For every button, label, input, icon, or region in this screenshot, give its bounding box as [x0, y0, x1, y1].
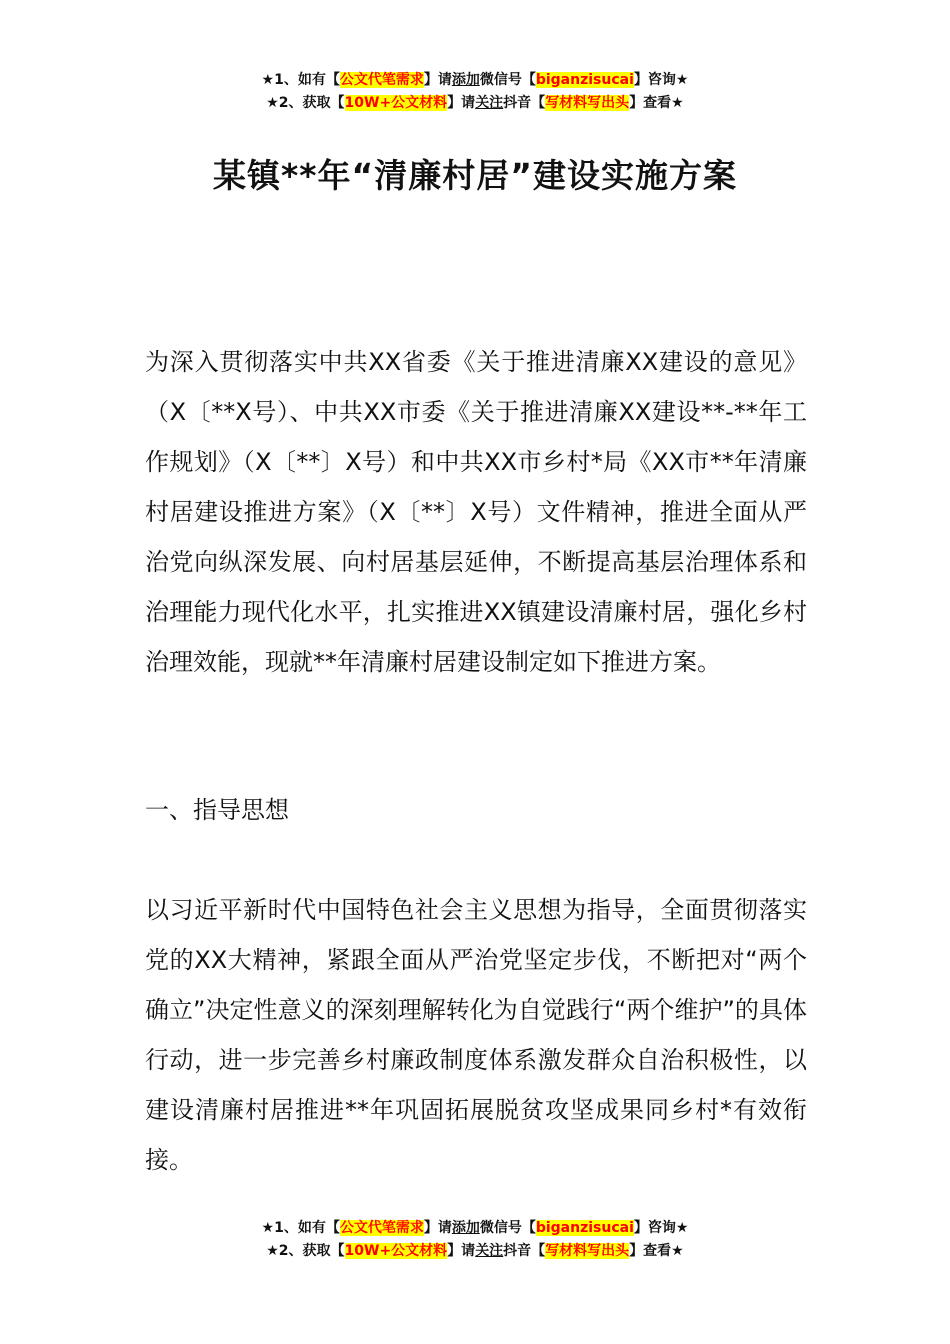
- banner-highlight: 写材料写出头: [545, 1243, 630, 1259]
- banner-text: 】请: [423, 72, 452, 88]
- banner-highlight: 10W+公文材料: [344, 95, 448, 111]
- banner-highlight: biganzisucai: [535, 1220, 634, 1236]
- intro-paragraph: 为深入贯彻落实中共XX省委《关于推进清廉XX建设的意见》（X〔**X号）、中共XX市委《关于推进清廉XX建设**-**年工作规划》（X〔**〕X号）和中共XX市乡村*局《XX市**年清廉村居建设推进方案》（X〔**〕X号）文件精神，推进全面从严治党向纵深发展、向村居基层延伸，不断提高基层治理体系和治理能力现代化水平，扎实推进XX镇建设清廉村居，强化乡村治理效能，现就**年清廉村居建设制定如下推进方案。: [145, 348, 807, 676]
- banner-text: 】查看★: [629, 1243, 684, 1259]
- banner-text: 】请: [447, 1243, 476, 1259]
- banner-text: 微信号【: [479, 72, 536, 88]
- banner-text: 】请: [423, 1220, 452, 1236]
- banner-text: 抖音【: [503, 1243, 546, 1259]
- banner-text: 微信号【: [479, 1220, 536, 1236]
- banner-highlight: 公文代笔需求: [339, 1220, 424, 1236]
- banner-text: 】查看★: [629, 95, 684, 111]
- document-title: 某镇**年“清廉村居”建设实施方案: [213, 156, 737, 195]
- banner-line-1: [0, 1217, 950, 1240]
- banner-line-2: [0, 92, 950, 115]
- banner-highlight: 10W+公文材料: [344, 1243, 448, 1259]
- banner-line-1: [0, 69, 950, 92]
- banner-text: 抖音【: [503, 95, 546, 111]
- section-paragraph: 以习近平新时代中国特色社会主义思想为指导，全面贯彻落实党的XX大精神，紧跟全面从严治党坚定步伐，不断把对“两个确立”决定性意义的深刻理解转化为自觉践行“两个维护”的具体行动，进一步完善乡村廉政制度体系激发群众自治积极性，以建设清廉村居推进**年巩固拓展脱贫攻坚成果同乡村*有效衔接。: [145, 896, 807, 1174]
- banner-line-2: [0, 1240, 950, 1263]
- banner-text: 】请: [447, 95, 476, 111]
- banner-text: ★2、获取【: [266, 95, 345, 111]
- banner-underline: 关注: [475, 1243, 504, 1259]
- banner-text: ★1、如有【: [261, 1220, 340, 1236]
- section-heading: 一、指导思想: [145, 796, 289, 824]
- header-banner: [0, 69, 950, 115]
- banner-highlight: 写材料写出头: [545, 95, 630, 111]
- banner-text: ★1、如有【: [261, 72, 340, 88]
- banner-highlight: biganzisucai: [535, 72, 634, 88]
- footer-banner: [0, 1217, 950, 1263]
- banner-highlight: 公文代笔需求: [339, 72, 424, 88]
- banner-underline: 关注: [475, 95, 504, 111]
- banner-text: ★2、获取【: [266, 1243, 345, 1259]
- banner-text: 】咨询★: [633, 1220, 689, 1236]
- banner-text: 】咨询★: [633, 72, 689, 88]
- banner-underline: 添加: [451, 72, 480, 88]
- banner-underline: 添加: [451, 1220, 480, 1236]
